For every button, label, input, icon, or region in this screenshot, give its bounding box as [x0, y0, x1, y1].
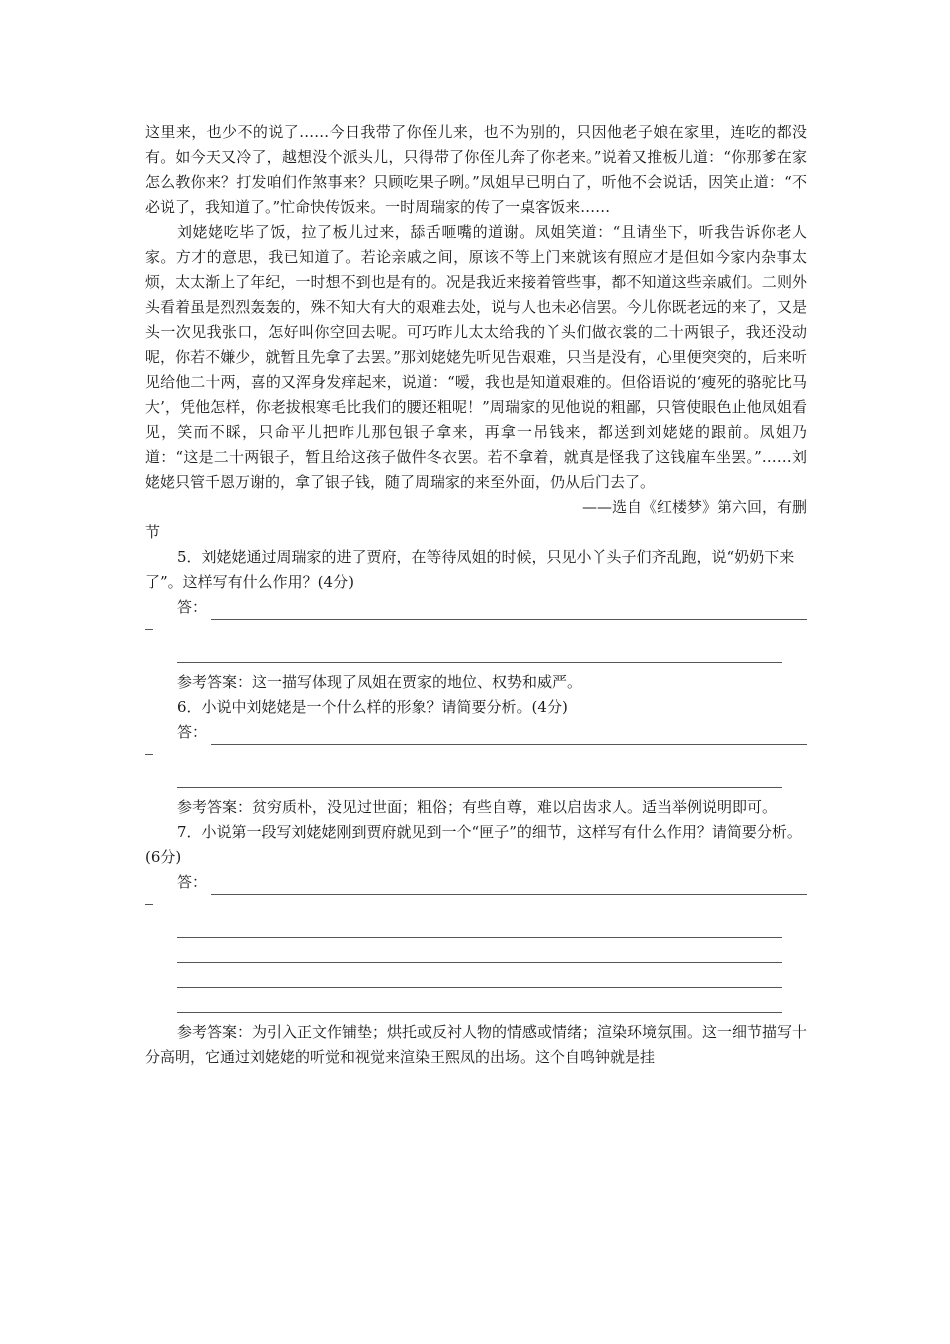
answer-line[interactable] — [145, 970, 807, 995]
answer-line[interactable] — [211, 877, 807, 895]
answer-row-6 — [145, 720, 807, 745]
answer-label: 答： — [177, 723, 208, 741]
answer-line[interactable] — [145, 770, 807, 795]
answer-line[interactable] — [145, 995, 807, 1020]
source-citation-tail: 节 — [145, 523, 161, 541]
answer-label: 答： — [177, 598, 208, 616]
answer-row-5 — [145, 595, 807, 620]
source-citation: ——选自《红楼梦》第六回，有删 — [581, 498, 807, 516]
document-body — [145, 120, 807, 1070]
answer-label: 答： — [177, 873, 208, 891]
story-paragraph-1: 这里来，也少不的说了……今日我带了你侄儿来，也不为别的，只因他老子娘在家里，连吃的都没有。如今天又冷了，越想没个派头儿，只得带了你侄儿奔了你老来。”说着又推板儿道：“你那爹在家怎么教你来？打发咱们作煞事来？只顾吃果子咧。”凤姐早已明白了，听他不会说话，因笑止道：“不必说了，我知道了。”忙命快传饭来。一时周瑞家的传了一桌客饭来…… — [145, 123, 807, 216]
answer-line[interactable] — [145, 945, 807, 970]
answer-line[interactable] — [211, 602, 807, 620]
dash-mark — [145, 754, 153, 755]
line-break-mark — [145, 745, 807, 770]
reference-answer-6: 参考答案：贫穷质朴，没见过世面；粗俗；有些自尊，难以启齿求人。适当举例说明即可。 — [177, 798, 778, 816]
answer-line[interactable] — [145, 645, 807, 670]
question-7: 7．小说第一段写刘姥姥刚到贾府就见到一个“匣子”的细节，这样写有什么作用？请简要分析。(6分) — [145, 823, 802, 866]
reference-answer-5: 参考答案：这一描写体现了凤姐在贾家的地位、权势和威严。 — [177, 673, 583, 691]
answer-line[interactable] — [145, 920, 807, 945]
question-5: 5．刘姥姥通过周瑞家的进了贾府，在等待凤姐的时候，只见小丫头子们齐乱跑，说“奶奶下来了”。这样写有什么作用？(4分) — [145, 548, 795, 591]
story-paragraph-2: 刘姥姥吃毕了饭，拉了板儿过来，舔舌咂嘴的道谢。凤姐笑道：“且请坐下，听我告诉你老人家。方才的意思，我已知道了。若论亲戚之间，原该不等上门来就该有照应才是但如今家内杂事太烦，太太渐上了年纪，一时想不到也是有的。况是我近来接着管些事，都不知道这些亲戚们。二则外头看着虽是烈烈轰轰的，殊不知大有大的艰难去处，说与人也未必信罢。今儿你既老远的来了，又是头一次见我张口，怎好叫你空回去呢。可巧昨儿太太给我的丫头们做衣裳的二十两银子，我还没动呢，你若不嫌少，就暂且先拿了去罢。”那刘姥姥先听见告艰难，只当是没有，心里便突突的，后来听见给他二十两，喜的又浑身发痒起来，说道：“嗳，我也是知道艰难的。但俗语说的‘瘦死的骆驼比马大’，凭他怎样，你老拔根寒毛比我们的腰还粗呢！”周瑞家的见他说的粗鄙，只管使眼色止他凤姐看见，笑而不睬，只命平儿把昨儿那包银子拿来，再拿一吊钱来，都送到刘姥姥的跟前。凤姐乃道：“这是二十两银子，暂且给这孩子做件冬衣罢。若不拿着，就真是怪我了这钱雇车坐罢。”……刘姥姥只管千恩万谢的，拿了银子钱，随了周瑞家的来至外面，仍从后门去了。 — [145, 223, 807, 491]
question-6: 6．小说中刘姥姥是一个什么样的形象？请简要分析。(4分) — [177, 698, 568, 716]
line-break-mark — [145, 620, 807, 645]
dash-mark — [145, 904, 153, 905]
answer-line[interactable] — [211, 727, 807, 745]
answer-row-7 — [145, 870, 807, 895]
reference-answer-7: 参考答案：为引入正文作铺垫；烘托或反衬人物的情感或情绪；渲染环境氛围。这一细节描写十分高明，它通过刘姥姥的听觉和视觉来渲染王熙凤的出场。这个自鸣钟就是挂 — [145, 1023, 808, 1066]
dash-mark — [145, 629, 153, 630]
line-break-mark — [145, 895, 807, 920]
